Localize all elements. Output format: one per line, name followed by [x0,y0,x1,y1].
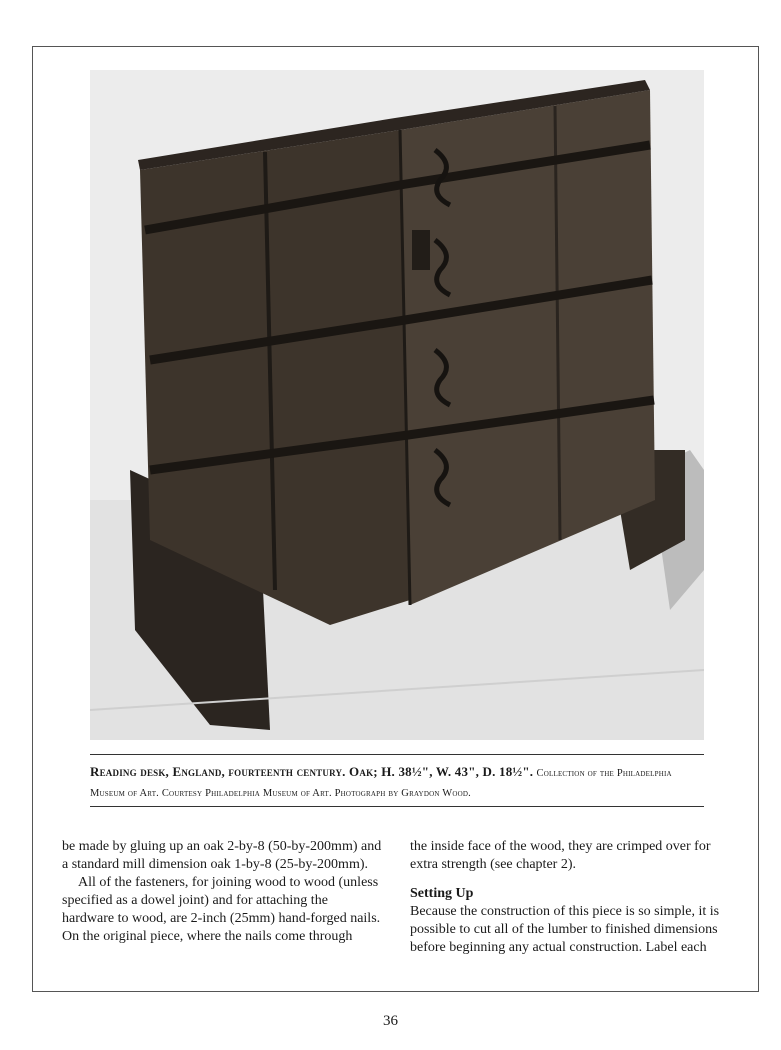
left-paragraph-2: All of the fasteners, for joining wood to wood (unless specified as a dowel joint) and for attaching the hardware to wood, are 2-inch (25mm) hand-forged nails. On the original piece, where the nails come through [62,875,381,944]
figure-caption [90,762,704,803]
page-number: 36 [383,1013,398,1029]
figure-photo [90,70,704,740]
caption-rule-top [90,754,704,755]
right-paragraph-1: the inside face of the wood, they are crimped over for extra strength (see chapter 2). [410,839,711,872]
caption-rule-bottom [90,806,704,807]
caption-title: Reading desk, England, fourteenth century. Oak; H. 38½", W. 43", D. 18½". [90,764,534,779]
caption-credit: Collection of the Philadelphia Museum of Art. Courtesy Philadelphia Museum of Art. Photograph by Graydon Wood. [90,768,672,799]
section-heading: Setting Up [410,886,474,901]
left-column [62,838,382,946]
right-column [410,838,730,957]
left-paragraph-1: be made by gluing up an oak 2-by-8 (50-by-200mm) and a standard mill dimension oak 1-by-8 (25-by-200mm). [62,839,382,872]
right-paragraph-2: Because the construction of this piece is so simple, it is possible to cut all of the lumber to finished dimensions before beginning any actual construction. Label each [410,904,720,955]
